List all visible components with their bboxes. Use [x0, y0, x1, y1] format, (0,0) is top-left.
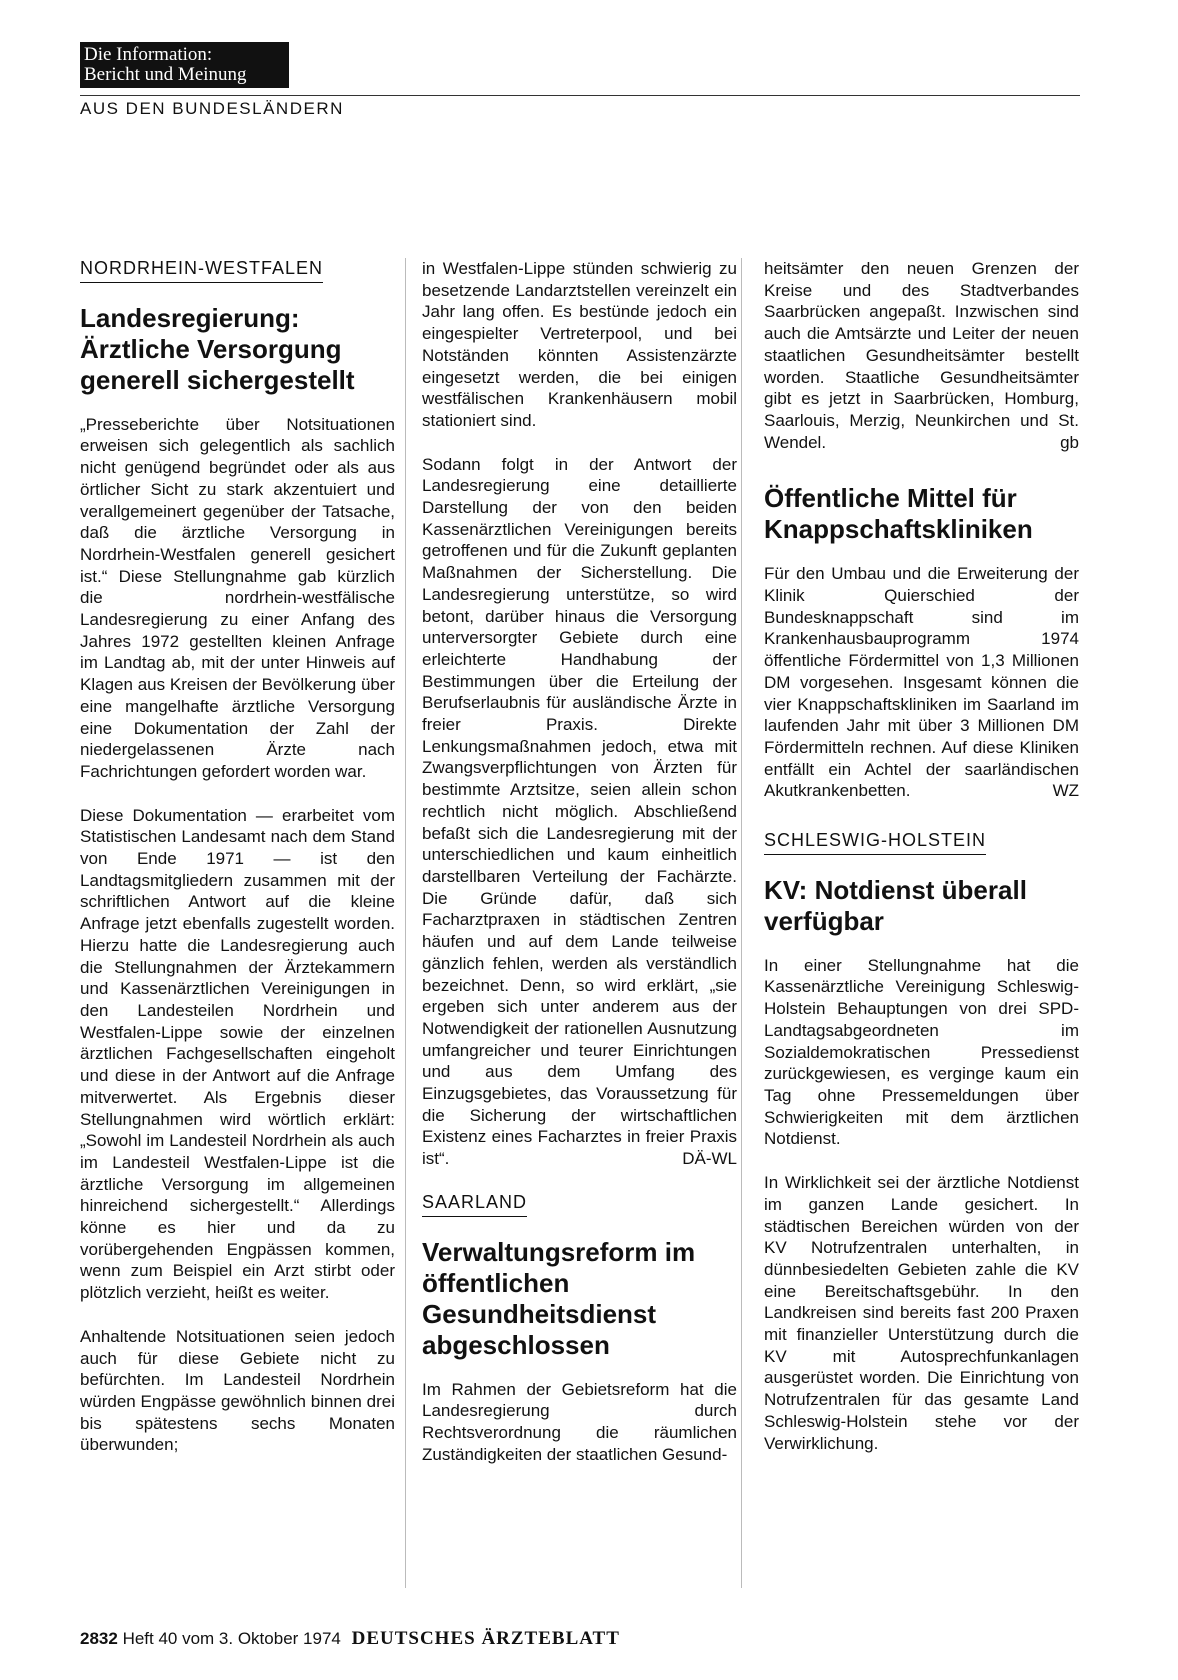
paragraph — [764, 563, 1079, 802]
region-kicker: SCHLESWIG-HOLSTEIN — [764, 830, 986, 855]
paragraph-text: Sodann folgt in der Antwort der Landesregierung eine detaillierte Darstellung der von den beiden Kassenärztlichen Vereinigungen bereits getroffenen und für die Zukunft geplanten Maßnahmen der Sicherstellung. Die Landesregierung unterstütze, so wird betont, darüber hinaus die Versorgung unterversorgter Gebiete durch eine erleichterte Handhabung der Bestimmungen über die Erteilung der Berufserlaubnis für ausländische Ärzte in freier Praxis. Direkte Lenkungsmaßnahmen jedoch, etwa mit Zwangsverpflichtungen von Ärzten für bestimmte Arztsitze, seien allein schon rechtlich nicht möglich. Abschließend befaßt sich die Landesregierung mit der unterschiedlichen und kaum einheitlich darstellbaren Verteilung der Fachärzte. Die Gründe dafür, daß sich Facharztpraxen in städtischen Zentren häufen und auf dem Lande teilweise gänzlich fehlen, werden als verständlich bezeichnet. Denn, so wird erklärt, „sie ergeben sich unter anderem aus der Notwendigkeit der rationellen Ausnutzung umfangreicher und teurer Einrichtungen und aus dem Umfang des Einzugsgebietes, das Voraussetzung für die Sicherung der wirtschaftlichen Existenz eines Facharztes in freier Praxis ist“. — [422, 454, 737, 1169]
paragraph — [764, 258, 1079, 453]
column-2 — [422, 258, 737, 1465]
paragraph: In einer Stellungnahme hat die Kassenärztliche Vereinigung Schleswig-Holstein Behauptungen von drei SPD-Landtagsabgeordneten im Sozialdemokratischen Pressedienst zurückgewiesen, es verginge kaum ein Tag ohne Pressemeldungen über Schwierigkeiten mit dem ärztlichen Notdienst. — [764, 955, 1079, 1149]
article-headline: Verwaltungsreform im öffentlichen Gesundheitsdienst abgeschlossen — [422, 1236, 696, 1360]
page-footer — [80, 1628, 620, 1650]
paragraph-text: Für den Umbau und die Erweiterung der Klinik Quierschied der Bundesknappschaft sind im Krankenhausbauprogramm 1974 öffentliche Fördermittel von 1,3 Millionen DM vorgesehen. Insgesamt können die vier Knappschaftskliniken im Saarland im laufenden Jahr mit über 3 Millionen DM Fördermitteln rechnen. Auf diese Kliniken entfällt ein Achtel der saarländischen Akutkrankenbetten. — [764, 564, 1079, 801]
paragraph: in Westfalen-Lippe stünden schwierig zu besetzende Landarztstellen vereinzelt ein Jahr lang offen. Es bestünde jedoch ein eingespielter Vertreterpool, und bei Notständen könnten Assistenzärzte eingesetzt werden, die bei einigen westfälischen Krankenhäusern mobil stationiert sind. — [422, 259, 737, 430]
paragraph: In Wirklichkeit sei der ärztliche Notdienst im ganzen Lande gesichert. In städtischen Bereichen würden von der KV Notrufzentralen unterhalten, in dünnbesiedelten Gebieten zahle die KV eine Bereitschaftsgebühr. In den Landkreisen sind bereits fast 200 Praxen mit finanzieller Unterstützung durch die KV mit Autosprechfunkanlagen ausgerüstet worden. Die Einrichtung von Notrufzentralen für das gesamte Land Schleswig-Holstein stehe vor der Verwirklichung. — [764, 1173, 1079, 1453]
column-divider — [741, 258, 742, 1588]
region-kicker: SAARLAND — [422, 1192, 527, 1217]
header-rule — [80, 95, 1080, 96]
section-title: AUS DEN BUNDESLÄNDERN — [80, 99, 344, 118]
rubric-line-2: Bericht und Meinung — [84, 64, 247, 85]
author-signature: WZ — [1052, 781, 1079, 801]
region-kicker: NORDRHEIN-WESTFALEN — [80, 258, 323, 283]
paragraph — [422, 454, 737, 1170]
author-signature: DÄ-WL — [682, 1149, 737, 1169]
paragraph: Im Rahmen der Gebietsreform hat die Landesregierung durch Rechtsverordnung die räumlichen Zuständigkeiten der staatlichen Gesund- — [422, 1379, 737, 1464]
page-number: 2832 — [80, 1629, 118, 1648]
article-headline: Öffentliche Mittel für Knappschaftskliniken — [764, 483, 1033, 545]
rubric-badge — [80, 42, 289, 88]
magazine-name: DEUTSCHES ÄRZTEBLATT — [351, 1628, 620, 1649]
paragraph: Diese Dokumentation — erarbeitet vom Statistischen Landesamt nach dem Stand von Ende 1971 — ist den Landtagsmitgliedern zusammen mit der schriftlichen Antwort auf die kleine Anfrage jetzt ebenfalls zugestellt worden. Hierzu hatte die Landesregierung auch die Stellungnahmen der Ärztekammern und Kassenärztlichen Vereinigungen in den Landesteilen Nordrhein und Westfalen-Lippe sowie der einzelnen ärztlichen Fachgesellschaften eingeholt und diese in der Antwort auf die Anfrage mitverwertet. Als Ergebnis dieser Stellungnahmen wird wörtlich erklärt: „Sowohl im Landesteil Nordrhein als auch im Landesteil Westfalen-Lippe ist die ärztliche Versorgung im allgemeinen hinreichend sichergestellt.“ Allerdings könne es hier und da zu vorübergehenden Engpässen kommen, wenn zum Beispiel ein Arzt stirbt oder plötzlich verzieht, heißt es weiter. — [80, 805, 395, 1303]
issue-info: Heft 40 vom 3. Oktober 1974 — [122, 1629, 341, 1648]
paragraph-text: heitsämter den neuen Grenzen der Kreise und des Stadtverbandes Saarbrücken angepaßt. Inzwischen sind auch die Amtsärzte und Leiter der neuen staatlichen Gesundheitsämter bestellt worden. Staatliche Gesundheitsämter gibt es jetzt in Saarbrücken, Homburg, Saarlouis, Merzig, Neunkirchen und St. Wendel. — [764, 259, 1079, 452]
column-3 — [764, 258, 1079, 1454]
paragraph: „Presseberichte über Notsituationen erweisen sich gelegentlich als sachlich nicht genügend begründet oder als aus örtlicher Sicht zu stark akzentuiert und verallgemeinert gegenüber der Tatsache, daß die ärztliche Versorgung in Nordrhein-Westfalen generell gesichert ist.“ Diese Stellungnahme gab kürzlich die nordrhein-westfälische Landesregierung zu einer Anfang des Jahres 1972 gestellten kleinen Anfrage im Landtag ab, mit der unter Hinweis auf Klagen aus Kreisen der Bevölkerung über eine mangelhafte ärztliche Versorgung eine Dokumentation der Zahl der niedergelassenen Ärzte nach Fachrichtungen gefordert worden war. — [80, 414, 395, 781]
author-signature: gb — [1060, 432, 1079, 452]
column-divider — [405, 258, 406, 1588]
column-1 — [80, 258, 395, 1456]
article-headline: Landesregierung: Ärztliche Versorgung generell sichergestellt — [80, 302, 355, 395]
rubric-line-1: Die Information: — [84, 44, 213, 65]
paragraph: Anhaltende Notsituationen seien jedoch auch für diese Gebiete nicht zu befürchten. Im Landesteil Nordrhein würden Engpässe gewöhnlich binnen drei bis spätestens sechs Monaten überwunden; — [80, 1326, 395, 1455]
article-headline: KV: Notdienst überall verfügbar — [764, 874, 1027, 936]
